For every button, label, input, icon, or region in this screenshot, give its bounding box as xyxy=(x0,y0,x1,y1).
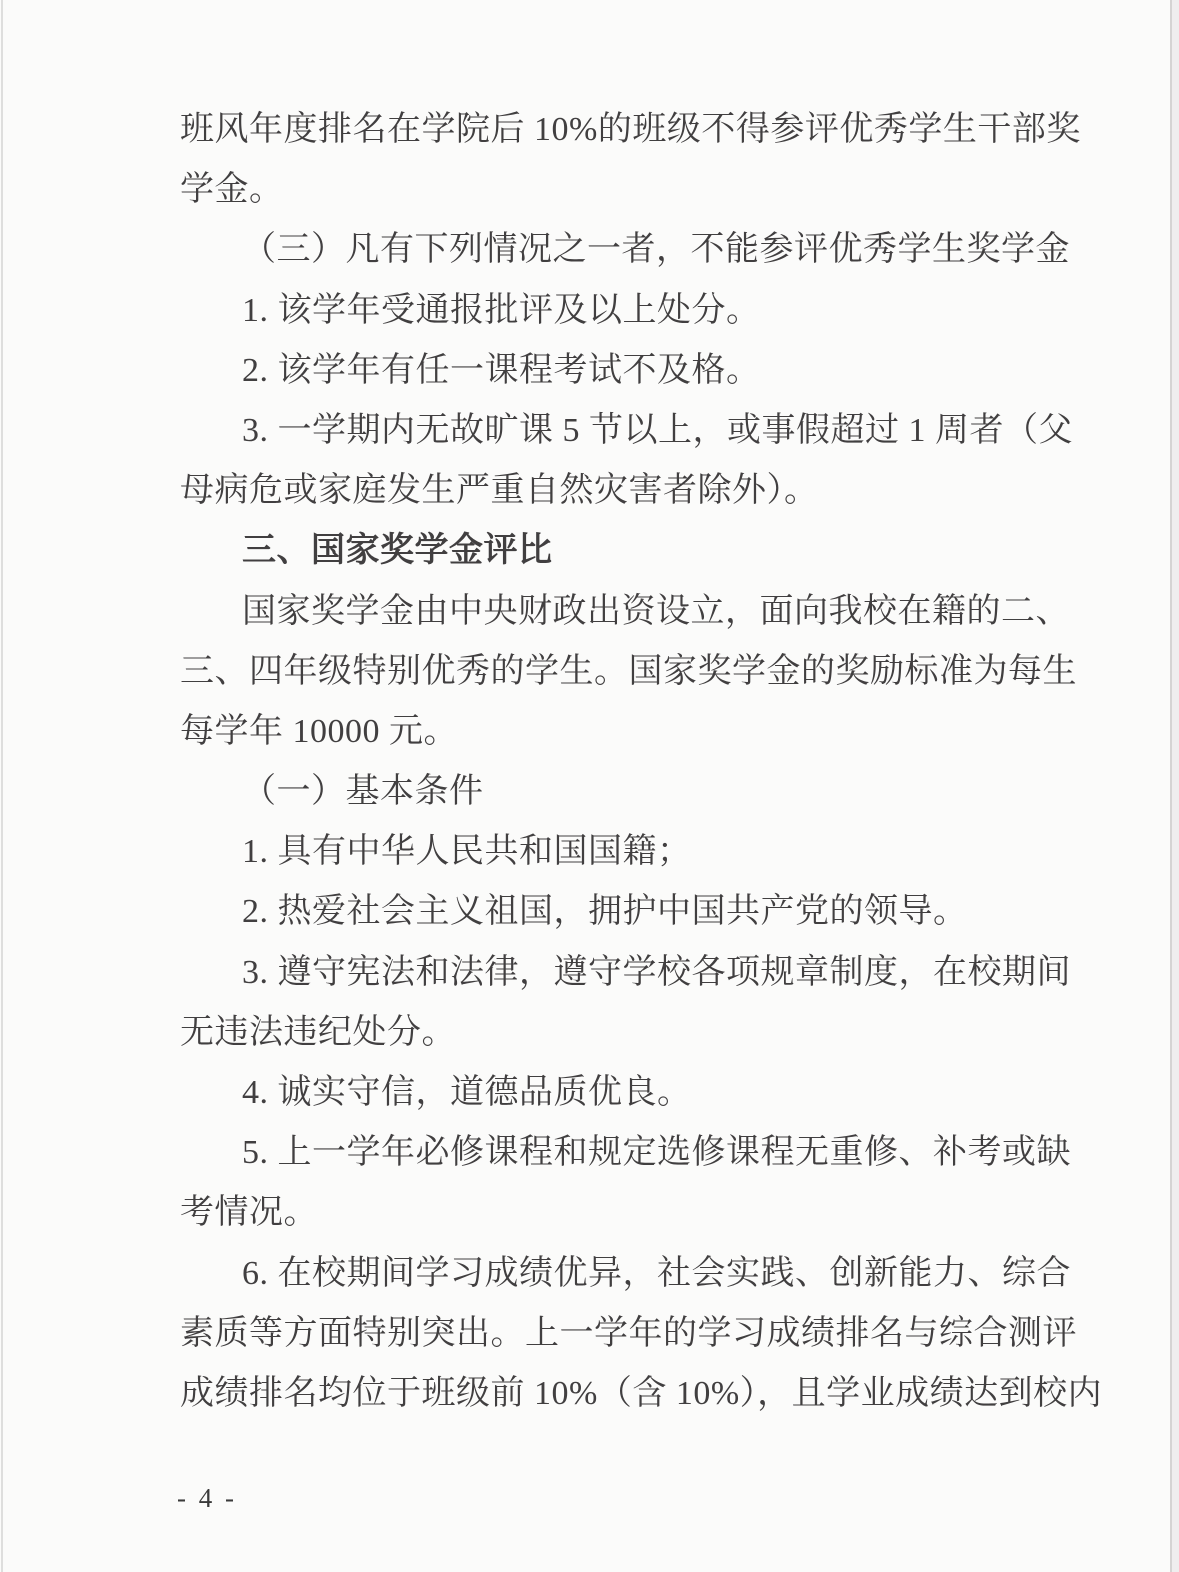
page-number: - 4 - xyxy=(177,1483,237,1513)
condition-item-6-continuation: 素质等方面特别突出。上一学年的学习成绩排名与综合测评 xyxy=(180,1314,1077,1352)
page-left-edge xyxy=(1,0,3,1572)
section-heading-national-scholarship: 三、国家奖学金评比 xyxy=(242,532,553,570)
condition-item-5: 5. 上一学年必修课程和规定选修课程无重修、补考或缺 xyxy=(242,1134,1071,1172)
page-right-edge xyxy=(1170,0,1172,1572)
body-line-continuation: 班风年度排名在学院后 10%的班级不得参评优秀学生干部奖 xyxy=(180,111,1081,148)
list-item-1: 1. 该学年受通报批评及以上处分。 xyxy=(242,291,761,329)
clause-heading-three: （三）凡有下列情况之一者，不能参评优秀学生奖学金 xyxy=(242,231,1070,269)
paragraph-line: 国家奖学金由中央财政出资设立，面向我校在籍的二、 xyxy=(242,592,1070,630)
page-right-edge-shade xyxy=(1172,0,1179,1572)
subsection-heading-basic-conditions: （一）基本条件 xyxy=(242,773,484,811)
list-item-3: 3. 一学期内无故旷课 5 节以上，或事假超过 1 周者（父 xyxy=(242,411,1073,449)
paragraph-line: 每学年 10000 元。 xyxy=(180,712,458,750)
condition-item-4: 4. 诚实守信，道德品质优良。 xyxy=(242,1074,692,1111)
condition-item-6: 6. 在校期间学习成绩优异，社会实践、创新能力、综合 xyxy=(242,1254,1071,1292)
document-body xyxy=(180,100,1103,1424)
condition-item-1: 1. 具有中华人民共和国国籍； xyxy=(242,833,692,871)
body-line-continuation: 学金。 xyxy=(180,171,284,209)
list-item-2: 2. 该学年有任一课程考试不及格。 xyxy=(242,351,761,389)
paragraph-line: 三、四年级特别优秀的学生。国家奖学金的奖励标准为每生 xyxy=(180,652,1077,690)
condition-item-2: 2. 热爱社会主义祖国，拥护中国共产党的领导。 xyxy=(242,893,968,931)
condition-item-5-continuation: 考情况。 xyxy=(180,1194,318,1232)
list-item-3-continuation: 母病危或家庭发生严重自然灾害者除外）。 xyxy=(180,472,819,510)
condition-item-3-continuation: 无违法违纪处分。 xyxy=(180,1013,456,1051)
condition-item-6-continuation: 成绩排名均位于班级前 10%（含 10%），且学业成绩达到校内 xyxy=(180,1374,1103,1412)
condition-item-3: 3. 遵守宪法和法律，遵守学校各项规章制度，在校期间 xyxy=(242,953,1071,991)
